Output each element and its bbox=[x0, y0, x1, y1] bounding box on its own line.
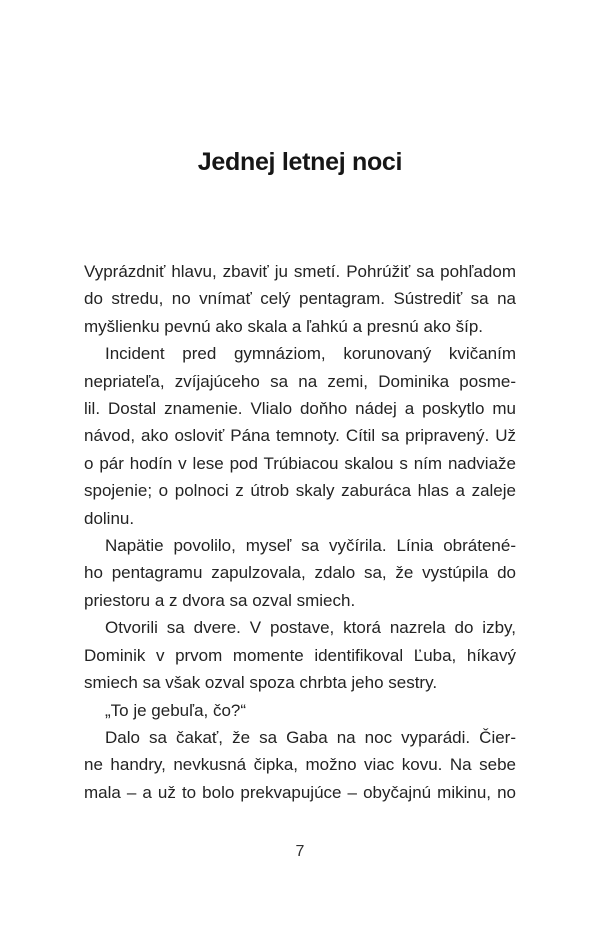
paragraph bbox=[84, 697, 516, 724]
chapter-title: Jednej letnej noci bbox=[197, 148, 403, 176]
text-line: ne handry, nevkusná čipka, možno viac kovu. Na sebe bbox=[84, 755, 516, 775]
text-line: Napätie povolilo, myseľ sa vyčírila. Línia obrátené- bbox=[105, 536, 516, 556]
text-line: ho pentagramu zapulzovala, zdalo sa, že vystúpila do bbox=[84, 563, 516, 583]
text-line: spojenie; o polnoci z útrob skaly zaburáca hlas a zaleje bbox=[84, 481, 516, 501]
page-number: 7 bbox=[295, 843, 305, 860]
text-line: Incident pred gymnáziom, korunovaný kvičaním bbox=[105, 344, 516, 364]
text-line: do stredu, no vnímať celý pentagram. Sústrediť sa na bbox=[84, 289, 516, 309]
text-line: návod, ako osloviť Pána temnoty. Cítil sa pripravený. Už bbox=[84, 426, 516, 446]
text-line: mala – a už to bolo prekvapujúce – obyčajnú mikinu, no bbox=[84, 782, 516, 802]
text-line: Vyprázdniť hlavu, zbaviť ju smetí. Pohrúžiť sa pohľadom bbox=[84, 262, 516, 281]
text-line: nepriateľa, zvíjajúceho sa na zemi, Dominika posme- bbox=[84, 371, 516, 391]
text-line: lil. Dostal znamenie. Vlialo doňho nádej a poskytlo mu bbox=[84, 399, 516, 419]
text-line: myšlienku pevnú ako skala a ľahkú a presnú ako šíp. bbox=[84, 316, 484, 336]
paragraph bbox=[84, 532, 516, 614]
text-line: o pár hodín v lese pod Trúbiacou skalou s ním nadviaže bbox=[84, 453, 516, 473]
text-line: Dalo sa čakať, že sa Gaba na noc vyparádi. Čier- bbox=[105, 727, 516, 747]
text-line: Otvorili sa dvere. V postave, ktorá nazrela do izby, bbox=[105, 618, 516, 638]
paragraph bbox=[84, 340, 516, 532]
paragraph bbox=[84, 614, 516, 696]
text-line: priestoru a z dvora sa ozval smiech. bbox=[84, 590, 356, 610]
paragraph bbox=[84, 724, 516, 806]
text-line: dolinu. bbox=[84, 508, 135, 528]
body-text bbox=[84, 258, 516, 806]
text-line: Dominik v prvom momente identifikoval Ľuba, híkavý bbox=[84, 645, 516, 665]
text-line: smiech sa však ozval spoza chrbta jeho sestry. bbox=[84, 673, 438, 693]
paragraph bbox=[84, 258, 516, 340]
text-line: „To je gebuľa, čo?“ bbox=[105, 700, 247, 720]
